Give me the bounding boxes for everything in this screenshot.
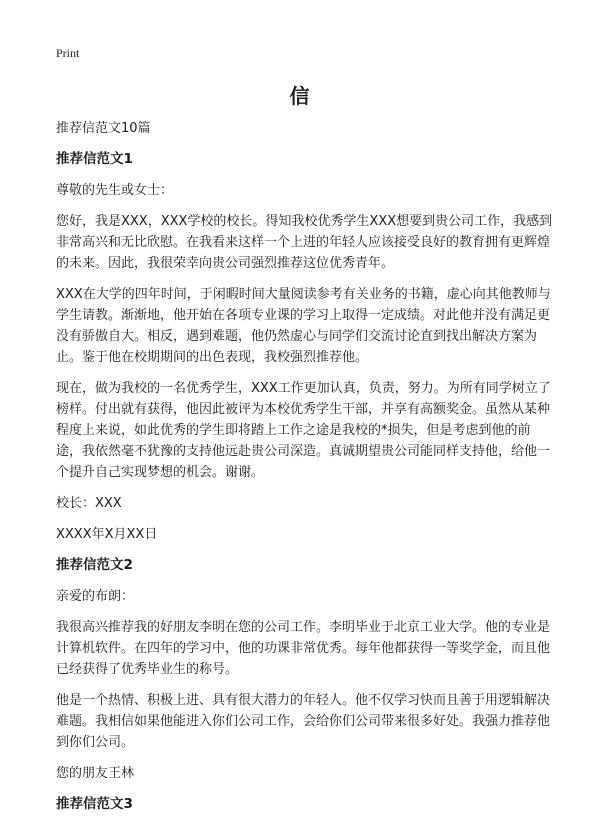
- print-link[interactable]: Print: [56, 46, 80, 60]
- letter2-signature: 您的朋友王林: [56, 766, 135, 781]
- letter2-heading: 推荐信范文2: [56, 557, 133, 573]
- letter1-signature: 校长：XXX: [56, 496, 122, 511]
- letter2-salutation: 亲爱的布朗：: [56, 589, 135, 604]
- letter2-paragraph: 他是一个热情、积极上进、具有很大潜力的年轻人。他不仅学习快而且善于用逻辑解决难题。我相信如果他能进入你们公司工作，会给你们公司带来很多好处。我强力推荐他到你们公司。: [56, 693, 551, 750]
- letter1-salutation: 尊敬的先生或女士：: [56, 183, 174, 198]
- letter1-paragraph: XXX在大学的四年时间，于闲暇时间大量阅读参考有关业务的书籍，虚心向其他教师与学生请教。渐渐地，他开始在各项专业课的学习上取得一定成绩。对此他并没有满足更没有骄傲自大。相反，遇到难题，他仍然虚心与同学们交流讨论直到找出解决方案为止。鉴于他在校期期间的出色表现，我校强烈推荐他。: [56, 287, 551, 365]
- letter1-paragraph: 您好，我是XXX，XXX学校的校长。得知我校优秀学生XXX想要到贵公司工作，我感到非常高兴和无比欣慰。在我看来这样一个上进的年轻人应该接受良好的教育拥有更辉煌的未来。因此，我很荣幸向贵公司强烈推荐这位优秀青年。: [56, 214, 553, 271]
- letter1-date: XXXX年X月XX日: [56, 527, 158, 542]
- document-subtitle: 推荐信范文10篇: [56, 121, 151, 136]
- letter1-heading: 推荐信范文1: [56, 151, 133, 167]
- document-body: [56, 118, 556, 825]
- page-title: 信: [289, 84, 311, 108]
- letter1-paragraph: 现在，做为我校的一名优秀学生，XXX工作更加认真，负责，努力。为所有同学树立了榜样。付出就有获得，他因此被评为本校优秀学生干部，并享有高额奖金。虽然从某种程度上来说，如此优秀的学生即将踏上工作之途是我校的*损失，但是考虑到他的前途，我依然毫不犹豫的支持他远赴贵公司深造。真诚期望贵公司能同样支持他，给他一个提升自己实现梦想的机会。谢谢。: [56, 381, 551, 480]
- letter3-heading: 推荐信范文3: [56, 796, 133, 812]
- letter2-paragraph: 我很高兴推荐我的好朋友李明在您的公司工作。李明毕业于北京工业大学。他的专业是计算机软件。在四年的学习中，他的功课非常优秀。每年他都获得一等奖学金，而且他已经获得了优秀毕业生的称号。: [56, 620, 551, 677]
